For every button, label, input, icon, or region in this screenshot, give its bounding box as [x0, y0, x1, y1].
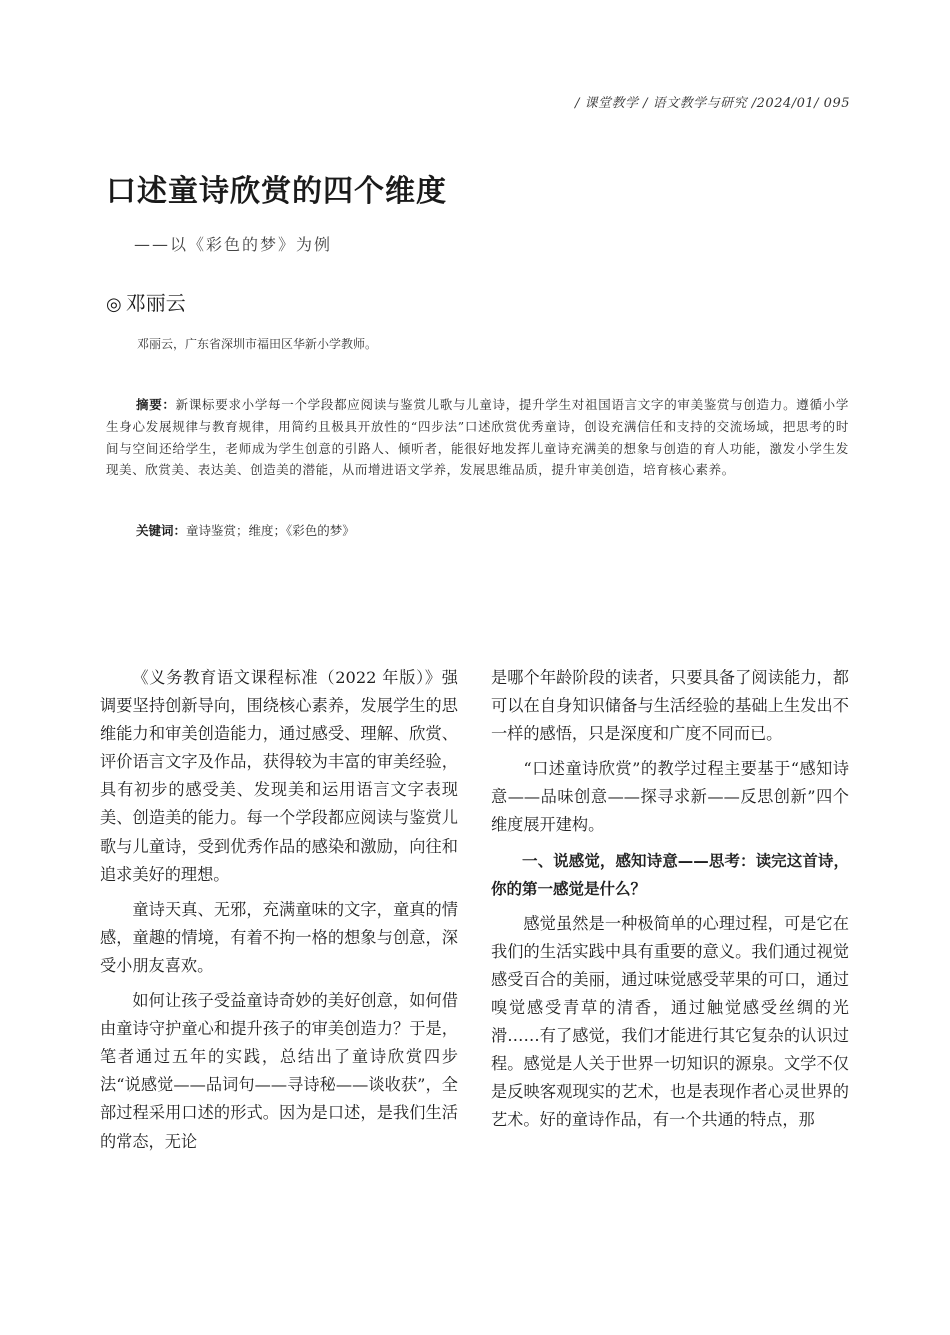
article-title: 口述童诗欣赏的四个维度: [106, 174, 447, 209]
keywords-text: 童诗鉴赏；维度；《彩色的梦》: [186, 523, 355, 538]
keywords: [136, 521, 355, 539]
section-heading: 一、说感觉，感知诗意——思考：读完这首诗，你的第一感觉是什么？: [491, 851, 849, 898]
abstract-label: 摘要：: [136, 397, 176, 412]
author-affiliation: 邓丽云，广东省深圳市福田区华新小学教师。: [137, 337, 378, 351]
running-header: / 课堂教学 / 语文教学与研究 /2024/01/ 095: [574, 96, 850, 111]
body-paragraph: 《义务教育语文课程标准（2022 年版）》强调要坚持创新导向，围绕核心素养，发展学生的思维能力和审美创造能力，通过感受、理解、欣赏、评价语言文字及作品，获得较为丰富的审美经验，具有初步的感受美、发现美和运用语言文字表现美、创造美的能力。每一个学段都应阅读与鉴赏儿歌与儿童诗，受到优秀作品的感染和激励，向往和追求美好的理想。: [100, 668, 458, 884]
abstract: [106, 394, 849, 481]
author-mark: ◎: [106, 294, 122, 315]
body-column-left: [100, 664, 458, 1163]
body-paragraph: “口述童诗欣赏”的教学过程主要基于“感知诗意——品味创意——探寻求新——反思创新”四个维度展开建构。: [491, 759, 849, 835]
author-line: [106, 287, 186, 316]
body-paragraph: 如何让孩子受益童诗奇妙的美好创意，如何借由童诗守护童心和提升孩子的审美创造力？于是，笔者通过五年的实践，总结出了童诗欣赏四步法“说感觉——品词句——寻诗秘——谈收获”，全部过程采用口述的形式。因为是口述，是我们生活的常态，无论: [100, 991, 458, 1151]
author-name: 邓丽云: [125, 291, 186, 315]
body-paragraph-continued: 是哪个年龄阶段的读者，只要具备了阅读能力，都可以在自身知识储备与生活经验的基础上生发出不一样的感悟，只是深度和广度不同而已。: [491, 668, 849, 744]
article-subtitle: ——以《彩色的梦》为例: [134, 235, 333, 254]
keywords-label: 关键词：: [136, 523, 187, 538]
body-paragraph: 童诗天真、无邪，充满童味的文字，童真的情感，童趣的情境，有着不拘一格的想象与创意，深受小朋友喜欢。: [100, 899, 458, 975]
abstract-text: 新课标要求小学每一个学段都应阅读与鉴赏儿歌与儿童诗，提升学生对祖国语言文字的审美鉴赏与创造力。遵循小学生身心发展规律与教育规律，用简约且极具开放性的“四步法”口述欣赏优秀童诗，创设充满信任和支持的交流场域，把思考的时间与空间还给学生，老师成为学生创意的引路人、倾听者，能很好地发挥儿童诗充满美的想象与创造的育人功能，激发小学生发现美、欣赏美、表达美、创造美的潜能，从而增进语文学养，发展思维品质，提升审美创造，培育核心素养。: [106, 397, 849, 478]
body-column-right: [491, 664, 849, 1142]
body-paragraph: 感觉虽然是一种极简单的心理过程，可是它在我们的生活实践中具有重要的意义。我们通过视觉感受百合的美丽，通过味觉感受苹果的可口，通过嗅觉感受青草的清香，通过触觉感受丝绸的光滑……有了感觉，我们才能进行其它复杂的认识过程。感觉是人关于世界一切知识的源泉。文学不仅是反映客观现实的艺术，也是表现作者心灵世界的艺术。好的童诗作品，有一个共通的特点，那: [491, 913, 849, 1130]
